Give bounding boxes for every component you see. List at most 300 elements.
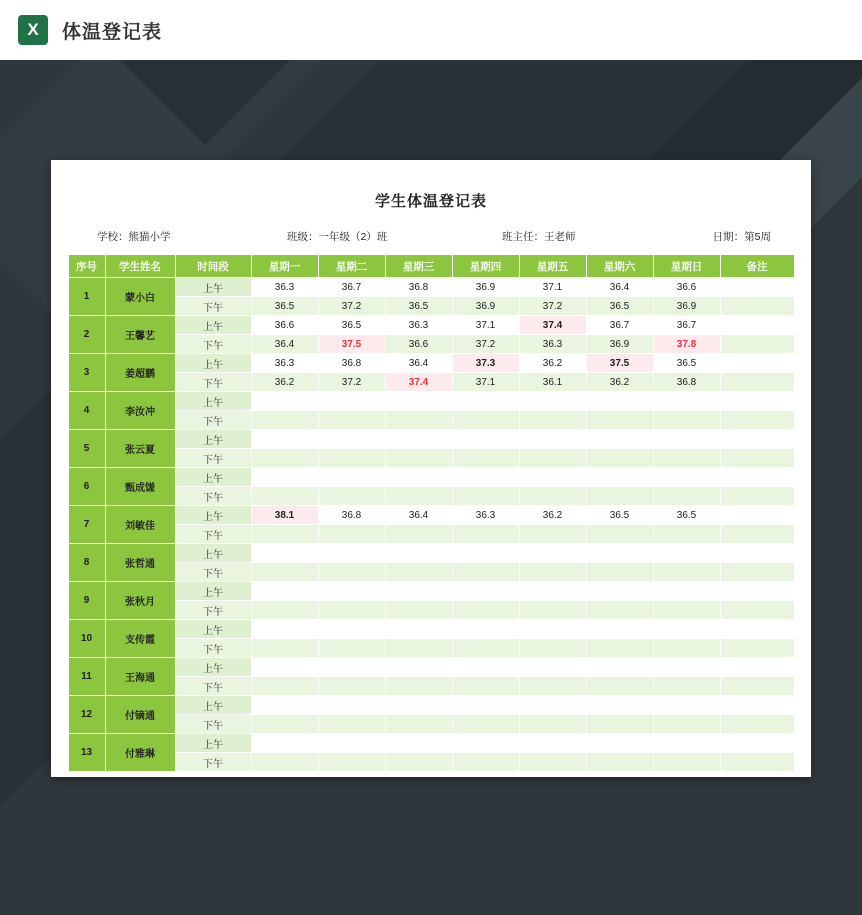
- temperature-cell[interactable]: [251, 601, 318, 620]
- temperature-cell[interactable]: [519, 639, 586, 658]
- temperature-cell[interactable]: [251, 487, 318, 506]
- temperature-cell[interactable]: [586, 734, 653, 753]
- remark-cell[interactable]: [720, 753, 794, 772]
- temperature-cell[interactable]: [653, 544, 720, 563]
- temperature-cell[interactable]: 37.2: [519, 297, 586, 316]
- worksheet-paper: [51, 160, 811, 777]
- temperature-cell[interactable]: [653, 468, 720, 487]
- table-row: [68, 753, 794, 772]
- temperature-cell[interactable]: 36.4: [385, 506, 452, 525]
- column-header: 星期三: [385, 255, 452, 278]
- temperature-cell[interactable]: 36.7: [318, 278, 385, 297]
- row-index: 7: [68, 506, 105, 544]
- temperature-cell[interactable]: 38.1: [251, 506, 318, 525]
- temperature-cell[interactable]: 36.6: [653, 278, 720, 297]
- temperature-cell[interactable]: 36.1: [519, 373, 586, 392]
- temperature-cell[interactable]: [385, 392, 452, 411]
- temperature-cell[interactable]: 37.1: [452, 373, 519, 392]
- temperature-cell[interactable]: [452, 582, 519, 601]
- temperature-cell[interactable]: [318, 411, 385, 430]
- temperature-cell[interactable]: [586, 582, 653, 601]
- student-name: 张云夏: [105, 430, 175, 468]
- remark-cell[interactable]: [720, 715, 794, 734]
- temperature-cell[interactable]: [251, 639, 318, 658]
- table-row: [68, 696, 794, 715]
- temperature-cell[interactable]: [452, 468, 519, 487]
- temperature-cell[interactable]: [251, 753, 318, 772]
- period-label-am: 上午: [175, 620, 251, 639]
- temperature-cell[interactable]: [519, 449, 586, 468]
- table-row: [68, 335, 794, 354]
- temperature-cell[interactable]: [452, 601, 519, 620]
- temperature-cell[interactable]: [519, 715, 586, 734]
- temperature-cell[interactable]: [653, 601, 720, 620]
- temperature-cell[interactable]: [318, 734, 385, 753]
- school-value: 熊猫小学: [128, 231, 171, 243]
- temperature-cell[interactable]: [385, 753, 452, 772]
- remark-cell[interactable]: [720, 335, 794, 354]
- table-row: [68, 715, 794, 734]
- temperature-cell[interactable]: [586, 658, 653, 677]
- remark-cell[interactable]: [720, 430, 794, 449]
- temperature-cell[interactable]: [586, 753, 653, 772]
- column-header: 序号: [68, 255, 105, 278]
- temperature-cell[interactable]: [251, 582, 318, 601]
- temperature-cell[interactable]: [385, 620, 452, 639]
- temperature-cell[interactable]: [519, 582, 586, 601]
- temperature-cell[interactable]: [519, 563, 586, 582]
- temperature-cell[interactable]: [452, 658, 519, 677]
- period-label-pm: 下午: [175, 753, 251, 772]
- period-label-pm: 下午: [175, 373, 251, 392]
- temperature-cell[interactable]: 36.2: [519, 354, 586, 373]
- temperature-cell[interactable]: 36.2: [586, 373, 653, 392]
- temperature-cell[interactable]: [318, 487, 385, 506]
- temperature-cell[interactable]: [452, 525, 519, 544]
- temperature-cell[interactable]: [519, 753, 586, 772]
- temperature-cell[interactable]: [452, 563, 519, 582]
- temperature-cell[interactable]: [519, 601, 586, 620]
- temperature-cell[interactable]: [452, 696, 519, 715]
- table-header: [68, 255, 794, 278]
- temperature-cell[interactable]: 37.2: [318, 373, 385, 392]
- column-header: 时间段: [175, 255, 251, 278]
- temperature-cell[interactable]: [519, 620, 586, 639]
- student-name: 付镝通: [105, 696, 175, 734]
- temperature-cell[interactable]: [385, 639, 452, 658]
- temperature-cell[interactable]: 37.1: [519, 278, 586, 297]
- temperature-cell[interactable]: [385, 734, 452, 753]
- temperature-cell[interactable]: [653, 392, 720, 411]
- table-row: [68, 278, 794, 297]
- title-bar: [0, 0, 862, 60]
- temperature-cell[interactable]: [653, 620, 720, 639]
- temperature-cell[interactable]: [452, 487, 519, 506]
- temperature-cell[interactable]: [452, 734, 519, 753]
- temperature-cell[interactable]: [385, 430, 452, 449]
- temperature-cell[interactable]: [586, 392, 653, 411]
- temperature-cell[interactable]: [318, 563, 385, 582]
- temperature-cell[interactable]: [251, 715, 318, 734]
- temperature-cell[interactable]: 36.4: [385, 354, 452, 373]
- period-label-pm: 下午: [175, 601, 251, 620]
- student-name: 王馨艺: [105, 316, 175, 354]
- temperature-cell[interactable]: 36.8: [653, 373, 720, 392]
- date-field: [707, 229, 783, 244]
- temperature-cell[interactable]: 36.9: [452, 278, 519, 297]
- period-label-pm: 下午: [175, 677, 251, 696]
- temperature-cell[interactable]: [251, 677, 318, 696]
- remark-cell[interactable]: [720, 734, 794, 753]
- temperature-cell[interactable]: [318, 392, 385, 411]
- table-row: [68, 563, 794, 582]
- table-row: [68, 734, 794, 753]
- temperature-cell[interactable]: 36.2: [519, 506, 586, 525]
- period-label-am: 上午: [175, 582, 251, 601]
- temperature-cell[interactable]: [586, 525, 653, 544]
- remark-cell[interactable]: [720, 563, 794, 582]
- remark-cell[interactable]: [720, 411, 794, 430]
- temperature-cell[interactable]: [385, 582, 452, 601]
- period-label-am: 上午: [175, 696, 251, 715]
- temperature-cell[interactable]: 36.8: [385, 278, 452, 297]
- temperature-cell[interactable]: [653, 639, 720, 658]
- temperature-cell[interactable]: [318, 620, 385, 639]
- table-row: [68, 297, 794, 316]
- temperature-cell[interactable]: [586, 677, 653, 696]
- remark-cell[interactable]: [720, 278, 794, 297]
- temperature-cell[interactable]: [519, 658, 586, 677]
- temperature-cell[interactable]: [586, 696, 653, 715]
- temperature-cell[interactable]: [452, 430, 519, 449]
- student-name: 姜超鹏: [105, 354, 175, 392]
- temperature-cell[interactable]: 36.6: [251, 316, 318, 335]
- remark-cell[interactable]: [720, 468, 794, 487]
- temperature-cell[interactable]: 36.8: [318, 506, 385, 525]
- temperature-cell[interactable]: [452, 639, 519, 658]
- temperature-cell[interactable]: [653, 677, 720, 696]
- temperature-cell[interactable]: [586, 563, 653, 582]
- temperature-cell[interactable]: [318, 601, 385, 620]
- temperature-cell[interactable]: [653, 487, 720, 506]
- temperature-cell[interactable]: [318, 677, 385, 696]
- temperature-cell[interactable]: [653, 449, 720, 468]
- teacher-value: 王老师: [544, 231, 576, 243]
- row-index: 3: [68, 354, 105, 392]
- row-index: 2: [68, 316, 105, 354]
- temperature-cell[interactable]: [385, 715, 452, 734]
- remark-cell[interactable]: [720, 373, 794, 392]
- class-label: 班级：: [287, 231, 319, 243]
- temperature-cell[interactable]: [318, 696, 385, 715]
- temperature-cell[interactable]: 37.2: [318, 297, 385, 316]
- table-row: [68, 506, 794, 525]
- temperature-cell[interactable]: 37.5: [586, 354, 653, 373]
- temperature-cell[interactable]: [452, 715, 519, 734]
- row-index: 8: [68, 544, 105, 582]
- temperature-cell[interactable]: [385, 544, 452, 563]
- period-label-pm: 下午: [175, 297, 251, 316]
- temperature-cell[interactable]: [519, 392, 586, 411]
- temperature-cell[interactable]: 37.4: [385, 373, 452, 392]
- temperature-cell[interactable]: [318, 468, 385, 487]
- temperature-cell[interactable]: [318, 544, 385, 563]
- temperature-cell[interactable]: [318, 658, 385, 677]
- temperature-cell[interactable]: [318, 753, 385, 772]
- temperature-cell[interactable]: 36.5: [653, 506, 720, 525]
- table-body: [68, 278, 794, 772]
- temperature-cell[interactable]: 36.3: [251, 354, 318, 373]
- temperature-cell[interactable]: [385, 696, 452, 715]
- temperature-cell[interactable]: 37.1: [452, 316, 519, 335]
- temperature-cell[interactable]: 36.5: [251, 297, 318, 316]
- temperature-cell[interactable]: [519, 411, 586, 430]
- period-label-pm: 下午: [175, 715, 251, 734]
- temperature-cell[interactable]: [452, 411, 519, 430]
- temperature-cell[interactable]: [385, 468, 452, 487]
- row-index: 5: [68, 430, 105, 468]
- temperature-cell[interactable]: [586, 449, 653, 468]
- remark-cell[interactable]: [720, 601, 794, 620]
- temperature-cell[interactable]: 36.6: [385, 335, 452, 354]
- temperature-cell[interactable]: [385, 449, 452, 468]
- column-header: 星期四: [452, 255, 519, 278]
- remark-cell[interactable]: [720, 696, 794, 715]
- table-header-row: [68, 255, 794, 278]
- temperature-cell[interactable]: [318, 449, 385, 468]
- row-index: 6: [68, 468, 105, 506]
- column-header: 学生姓名: [105, 255, 175, 278]
- temperature-cell[interactable]: [586, 620, 653, 639]
- temperature-cell[interactable]: [519, 525, 586, 544]
- temperature-cell[interactable]: 36.9: [452, 297, 519, 316]
- temperature-cell[interactable]: [519, 487, 586, 506]
- student-name: 张秋月: [105, 582, 175, 620]
- period-label-pm: 下午: [175, 335, 251, 354]
- student-name: 甄成馐: [105, 468, 175, 506]
- temperature-cell[interactable]: [653, 525, 720, 544]
- temperature-cell[interactable]: [452, 620, 519, 639]
- table-row: [68, 620, 794, 639]
- temperature-cell[interactable]: [318, 525, 385, 544]
- temperature-cell[interactable]: [653, 430, 720, 449]
- temperature-cell[interactable]: [251, 696, 318, 715]
- temperature-cell[interactable]: [653, 715, 720, 734]
- school-label: 学校：: [97, 231, 129, 243]
- temperature-cell[interactable]: 36.5: [586, 297, 653, 316]
- table-row: [68, 525, 794, 544]
- school-field: [79, 229, 287, 244]
- temperature-cell[interactable]: [251, 449, 318, 468]
- temperature-cell[interactable]: [653, 582, 720, 601]
- period-label-am: 上午: [175, 430, 251, 449]
- temperature-cell[interactable]: [653, 411, 720, 430]
- temperature-cell[interactable]: [586, 601, 653, 620]
- table-row: [68, 411, 794, 430]
- temperature-cell[interactable]: 36.7: [653, 316, 720, 335]
- temperature-cell[interactable]: 36.3: [452, 506, 519, 525]
- remark-cell[interactable]: [720, 525, 794, 544]
- sheet-title: 学生体温登记表: [374, 193, 487, 210]
- temperature-cell[interactable]: [251, 411, 318, 430]
- temperature-cell[interactable]: [586, 411, 653, 430]
- period-label-pm: 下午: [175, 449, 251, 468]
- remark-cell[interactable]: [720, 449, 794, 468]
- temperature-cell[interactable]: [251, 563, 318, 582]
- remark-cell[interactable]: [720, 677, 794, 696]
- row-index: 13: [68, 734, 105, 772]
- temperature-cell[interactable]: 37.8: [653, 335, 720, 354]
- temperature-cell[interactable]: [251, 430, 318, 449]
- period-label-am: 上午: [175, 392, 251, 411]
- period-label-pm: 下午: [175, 487, 251, 506]
- remark-cell[interactable]: [720, 297, 794, 316]
- temperature-cell[interactable]: [519, 544, 586, 563]
- remark-cell[interactable]: [720, 316, 794, 335]
- temperature-cell[interactable]: [318, 639, 385, 658]
- temperature-cell[interactable]: [251, 544, 318, 563]
- table-row: [68, 677, 794, 696]
- temperature-cell[interactable]: [586, 468, 653, 487]
- temperature-cell[interactable]: 36.2: [251, 373, 318, 392]
- temperature-cell[interactable]: [385, 563, 452, 582]
- temperature-cell[interactable]: 36.5: [385, 297, 452, 316]
- temperature-cell[interactable]: [452, 544, 519, 563]
- temperature-cell[interactable]: [318, 582, 385, 601]
- temperature-cell[interactable]: 36.3: [385, 316, 452, 335]
- temperature-cell[interactable]: [653, 734, 720, 753]
- temperature-cell[interactable]: 36.7: [586, 316, 653, 335]
- table-row: [68, 601, 794, 620]
- student-name: 付雅琳: [105, 734, 175, 772]
- temperature-cell[interactable]: [251, 392, 318, 411]
- student-name: 蒙小白: [105, 278, 175, 316]
- temperature-cell[interactable]: 36.3: [519, 335, 586, 354]
- table-row: [68, 468, 794, 487]
- temperature-cell[interactable]: [452, 392, 519, 411]
- temperature-cell[interactable]: [452, 753, 519, 772]
- temperature-cell[interactable]: [519, 696, 586, 715]
- temperature-cell[interactable]: [519, 734, 586, 753]
- temperature-cell[interactable]: 36.9: [586, 335, 653, 354]
- temperature-cell[interactable]: [385, 677, 452, 696]
- temperature-cell[interactable]: 36.5: [318, 316, 385, 335]
- temperature-cell[interactable]: [653, 563, 720, 582]
- remark-cell[interactable]: [720, 620, 794, 639]
- column-header: 星期五: [519, 255, 586, 278]
- temperature-cell[interactable]: [318, 715, 385, 734]
- period-label-am: 上午: [175, 468, 251, 487]
- temperature-cell[interactable]: [653, 696, 720, 715]
- temperature-cell[interactable]: [251, 468, 318, 487]
- meta-row: [79, 229, 783, 244]
- remark-cell[interactable]: [720, 506, 794, 525]
- remark-cell[interactable]: [720, 582, 794, 601]
- temperature-cell[interactable]: [318, 430, 385, 449]
- table-row: [68, 582, 794, 601]
- temperature-cell[interactable]: 36.5: [653, 354, 720, 373]
- temperature-cell[interactable]: [251, 525, 318, 544]
- temperature-cell[interactable]: 37.5: [318, 335, 385, 354]
- temperature-cell[interactable]: [251, 658, 318, 677]
- temperature-cell[interactable]: 37.2: [452, 335, 519, 354]
- temperature-cell[interactable]: [653, 753, 720, 772]
- period-label-am: 上午: [175, 278, 251, 297]
- remark-cell[interactable]: [720, 639, 794, 658]
- row-index: 4: [68, 392, 105, 430]
- temperature-cell[interactable]: [385, 658, 452, 677]
- temperature-cell[interactable]: 36.8: [318, 354, 385, 373]
- temperature-cell[interactable]: [586, 544, 653, 563]
- teacher-label: 班主任：: [502, 231, 544, 243]
- row-index: 9: [68, 582, 105, 620]
- remark-cell[interactable]: [720, 487, 794, 506]
- temperature-cell[interactable]: [586, 639, 653, 658]
- column-header: 星期日: [653, 255, 720, 278]
- temperature-cell[interactable]: [519, 677, 586, 696]
- class-value: 一年级（2）班: [318, 231, 388, 243]
- period-label-pm: 下午: [175, 411, 251, 430]
- row-index: 1: [68, 278, 105, 316]
- period-label-am: 上午: [175, 544, 251, 563]
- temperature-cell[interactable]: [385, 525, 452, 544]
- temperature-cell[interactable]: 36.4: [251, 335, 318, 354]
- period-label-am: 上午: [175, 734, 251, 753]
- row-index: 10: [68, 620, 105, 658]
- period-label-pm: 下午: [175, 525, 251, 544]
- temperature-cell[interactable]: 36.4: [586, 278, 653, 297]
- temperature-cell[interactable]: [452, 449, 519, 468]
- column-header: 星期一: [251, 255, 318, 278]
- excel-icon: X: [18, 15, 48, 45]
- temperature-cell[interactable]: [586, 715, 653, 734]
- document-title: 体温登记表: [62, 21, 163, 43]
- column-header: 星期二: [318, 255, 385, 278]
- remark-cell[interactable]: [720, 354, 794, 373]
- period-label-am: 上午: [175, 506, 251, 525]
- period-label-am: 上午: [175, 354, 251, 373]
- date-value: 第5周: [744, 231, 771, 243]
- row-index: 11: [68, 658, 105, 696]
- temperature-cell[interactable]: [586, 430, 653, 449]
- temperature-cell[interactable]: 36.9: [653, 297, 720, 316]
- temperature-cell[interactable]: [251, 734, 318, 753]
- temperature-cell[interactable]: [385, 487, 452, 506]
- temperature-cell[interactable]: 37.3: [452, 354, 519, 373]
- table-row: [68, 449, 794, 468]
- student-name: 刘敏佳: [105, 506, 175, 544]
- period-label-pm: 下午: [175, 639, 251, 658]
- remark-cell[interactable]: [720, 658, 794, 677]
- temperature-cell[interactable]: [452, 677, 519, 696]
- temperature-cell[interactable]: [385, 411, 452, 430]
- temperature-cell[interactable]: [519, 430, 586, 449]
- temperature-cell[interactable]: [586, 487, 653, 506]
- temperature-cell[interactable]: [519, 468, 586, 487]
- table-row: [68, 430, 794, 449]
- temperature-table: [68, 254, 795, 772]
- temperature-cell[interactable]: 37.4: [519, 316, 586, 335]
- remark-cell[interactable]: [720, 392, 794, 411]
- temperature-cell[interactable]: 36.5: [586, 506, 653, 525]
- temperature-cell[interactable]: 36.3: [251, 278, 318, 297]
- row-index: 12: [68, 696, 105, 734]
- table-row: [68, 373, 794, 392]
- remark-cell[interactable]: [720, 544, 794, 563]
- temperature-cell[interactable]: [251, 620, 318, 639]
- temperature-cell[interactable]: [385, 601, 452, 620]
- temperature-cell[interactable]: [653, 658, 720, 677]
